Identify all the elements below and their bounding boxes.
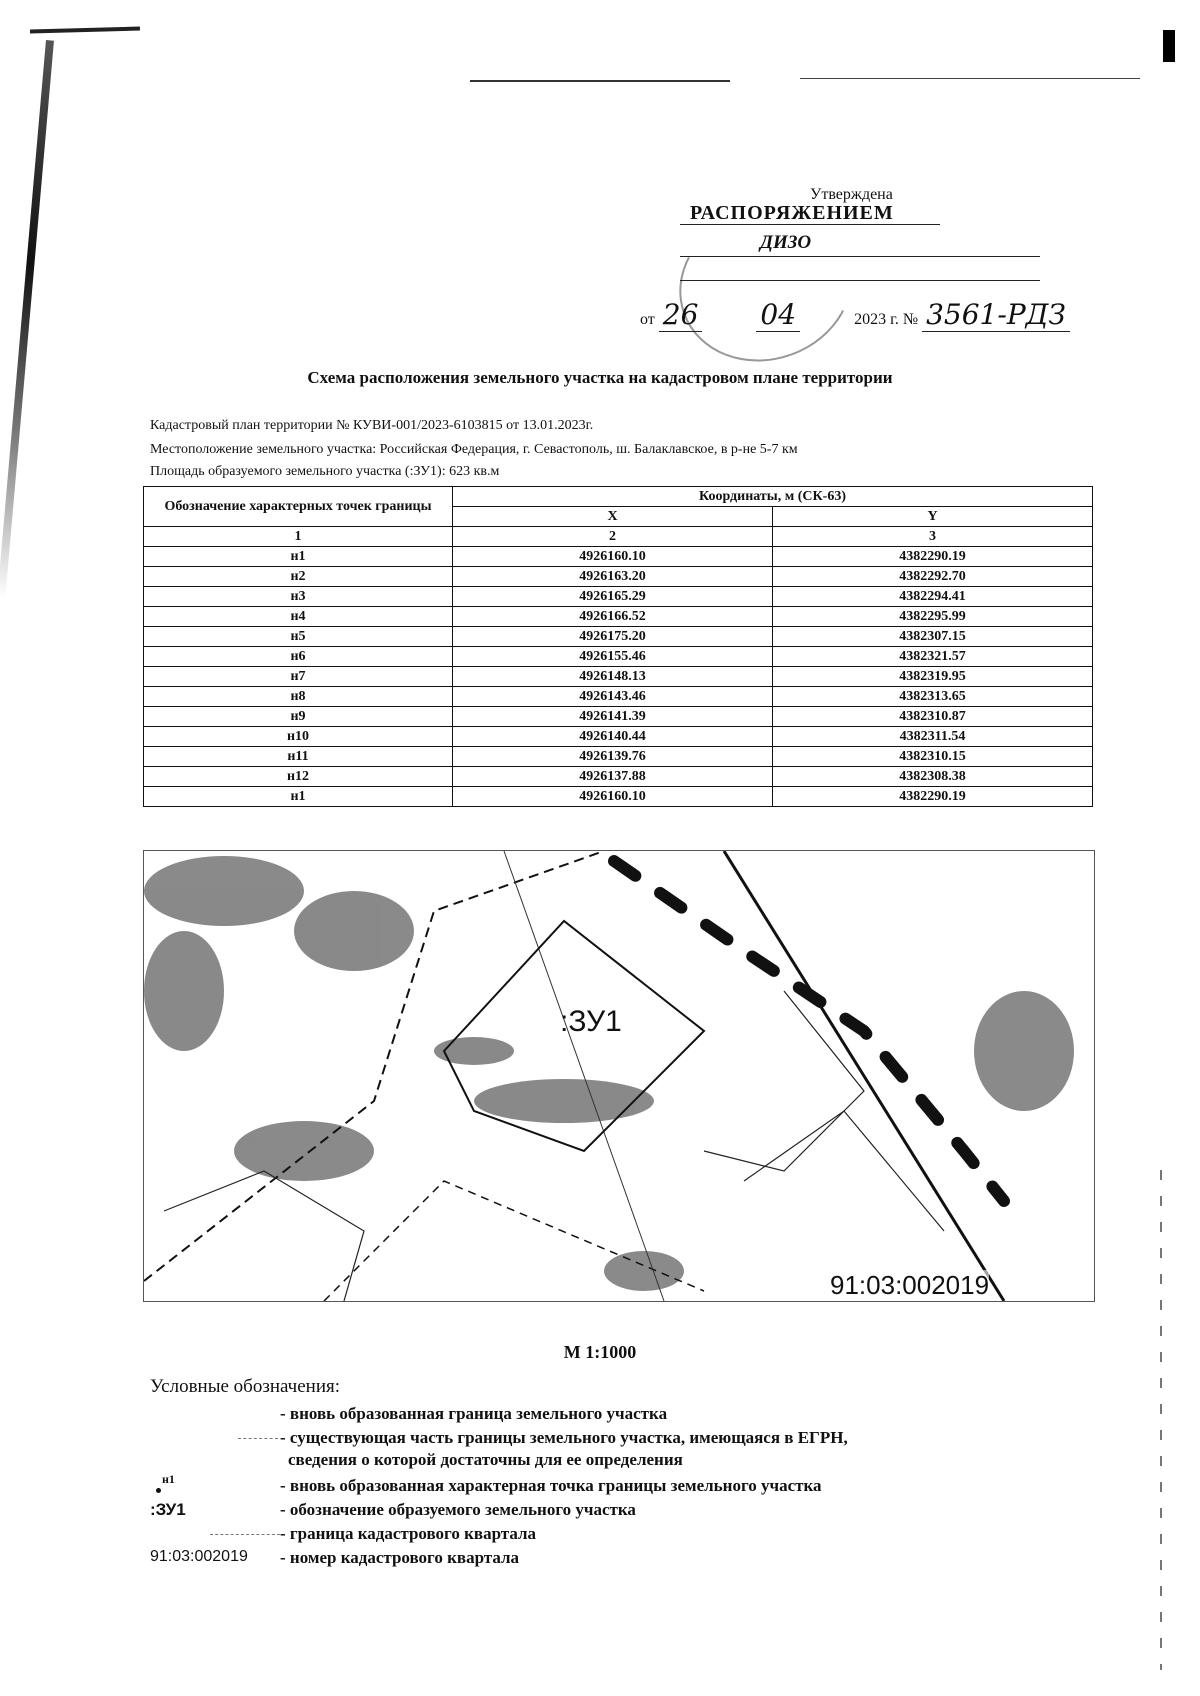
y-value: 4382308.38: [773, 767, 1093, 787]
approval-date: [640, 298, 1070, 331]
document-title: Схема расположения земельного участка на кадастровом плане территории: [307, 368, 893, 387]
cadastral-map: [143, 850, 1095, 1302]
date-prefix: от: [640, 311, 655, 328]
points-header: Обозначение характерных точек границы: [144, 487, 453, 527]
x-header: X: [453, 507, 773, 527]
divider: [680, 224, 940, 225]
x-value: 4926165.29: [453, 587, 773, 607]
point-id: н2: [144, 567, 453, 587]
point-id: н4: [144, 607, 453, 627]
y-value: 4382307.15: [773, 627, 1093, 647]
x-value: 4926163.20: [453, 567, 773, 587]
point-id: н7: [144, 667, 453, 687]
table-row: [144, 747, 1093, 767]
col-number: 3: [773, 527, 1093, 547]
divider: [680, 280, 1040, 281]
x-value: 4926160.10: [453, 787, 773, 807]
date-year: 2023 г. №: [854, 311, 919, 328]
divider: [680, 256, 1040, 257]
area-info: Площадь образуемого земельного участка (:ЗУ1): 623 кв.м: [150, 464, 500, 479]
table-row: [144, 647, 1093, 667]
legend-text: - вновь образованная граница земельного участка: [280, 1404, 668, 1423]
y-value: 4382311.54: [773, 727, 1093, 747]
y-header: Y: [773, 507, 1093, 527]
table-number-row: [144, 527, 1093, 547]
approval-block: [640, 176, 1080, 346]
scan-artifact: [0, 40, 54, 599]
y-value: 4382321.57: [773, 647, 1093, 667]
legend-item: [150, 1404, 1090, 1428]
y-value: 4382294.41: [773, 587, 1093, 607]
legend-text: - граница кадастрового квартала: [280, 1524, 537, 1543]
quarter-label: 91:03:002019: [830, 1270, 990, 1300]
x-value: 4926139.76: [453, 747, 773, 767]
point-id: н6: [144, 647, 453, 667]
y-value: 4382310.15: [773, 747, 1093, 767]
x-value: 4926148.13: [453, 667, 773, 687]
legend-symbol: [150, 1548, 280, 1572]
legend-text: - вновь образованная характерная точка границы земельного участка: [280, 1476, 822, 1495]
legend-item: [150, 1548, 1090, 1572]
table-row: [144, 587, 1093, 607]
legend-item: [150, 1450, 1090, 1474]
table-row: [144, 687, 1093, 707]
table-row: [144, 787, 1093, 807]
y-value: 4382295.99: [773, 607, 1093, 627]
legend-symbol: [150, 1500, 280, 1524]
point-id: н10: [144, 727, 453, 747]
parcel-outline: [164, 1171, 364, 1301]
y-value: 4382310.87: [773, 707, 1093, 727]
road-line: [614, 861, 1004, 1201]
y-value: 4382290.19: [773, 787, 1093, 807]
x-value: 4926160.10: [453, 547, 773, 567]
col-number: 1: [144, 527, 453, 547]
point-id: н3: [144, 587, 453, 607]
y-value: 4382292.70: [773, 567, 1093, 587]
y-value: 4382290.19: [773, 547, 1093, 567]
table-row: [144, 567, 1093, 587]
legend-symbol: [150, 1524, 280, 1548]
table-row: [144, 707, 1093, 727]
x-value: 4926137.88: [453, 767, 773, 787]
table-row: [144, 767, 1093, 787]
x-value: 4926166.52: [453, 607, 773, 627]
point-id: н1: [144, 547, 453, 567]
x-value: 4926140.44: [453, 727, 773, 747]
boundary-line: [504, 851, 664, 1301]
map-scale: М 1:1000: [563, 1342, 637, 1362]
point-id: н8: [144, 687, 453, 707]
legend-text: - существующая часть границы земельного участка, имеющаяся в ЕГРН,: [280, 1428, 848, 1447]
legend-symbol: [150, 1428, 280, 1452]
legend-item: [150, 1500, 1090, 1524]
boundary-line: [724, 851, 1004, 1301]
y-value: 4382319.95: [773, 667, 1093, 687]
map-drawing: [144, 851, 1094, 1301]
approval-department: ДИЗО: [760, 232, 812, 253]
x-value: 4926141.39: [453, 707, 773, 727]
location-info: Местоположение земельного участка: Российская Федерация, г. Севастополь, ш. Балаклавское, в р-не 5-7 км: [150, 442, 798, 457]
table-row: [144, 547, 1093, 567]
parcel-outline: [744, 1111, 944, 1231]
legend-symbol: [150, 1404, 280, 1428]
table-row: [144, 627, 1093, 647]
scan-artifact: [1163, 30, 1175, 62]
cadastral-plan-info: Кадастровый план территории № КУВИ-001/2023-6103815 от 13.01.2023г.: [150, 418, 594, 433]
terrain-shading: [144, 856, 1074, 1291]
parcel-symbol: :ЗУ1: [150, 1500, 186, 1519]
coordinates-table: [143, 486, 1093, 807]
col-number: 2: [453, 527, 773, 547]
point-label: н1: [162, 1472, 175, 1486]
x-value: 4926155.46: [453, 647, 773, 667]
point-id: н5: [144, 627, 453, 647]
date-month: 04: [756, 298, 800, 332]
table-header-row: [144, 487, 1093, 507]
approval-title: Утверждена: [810, 186, 893, 203]
point-id: н11: [144, 747, 453, 767]
legend-item: [150, 1524, 1090, 1548]
coords-header: Координаты, м (СК-63): [453, 487, 1093, 507]
point-id: н12: [144, 767, 453, 787]
point-id: н9: [144, 707, 453, 727]
point-marker-icon: [156, 1488, 161, 1493]
point-id: н1: [144, 787, 453, 807]
legend-item: [150, 1428, 1090, 1452]
scan-artifact: [1160, 1170, 1162, 1670]
legend-symbol: [150, 1472, 280, 1500]
parcel-label: :ЗУ1: [560, 1005, 622, 1038]
approval-order: РАСПОРЯЖЕНИЕМ: [690, 202, 894, 224]
x-value: 4926143.46: [453, 687, 773, 707]
quarter-symbol: 91:03:002019: [150, 1548, 248, 1565]
order-number: 3561-РДЗ: [922, 298, 1070, 332]
legend-text: сведения о которой достаточны для ее определения: [288, 1450, 683, 1469]
date-day: 26: [659, 298, 703, 332]
legend-text: - обозначение образуемого земельного участка: [280, 1500, 636, 1519]
legend-item: [150, 1472, 1090, 1500]
legend-text: - номер кадастрового квартала: [280, 1548, 520, 1567]
x-value: 4926175.20: [453, 627, 773, 647]
table-row: [144, 727, 1093, 747]
scan-artifact: [30, 27, 140, 34]
y-value: 4382313.65: [773, 687, 1093, 707]
table-row: [144, 667, 1093, 687]
legend-heading: Условные обозначения:: [150, 1376, 341, 1397]
table-row: [144, 607, 1093, 627]
scan-artifact: [470, 80, 730, 82]
scan-artifact: [800, 78, 1140, 79]
